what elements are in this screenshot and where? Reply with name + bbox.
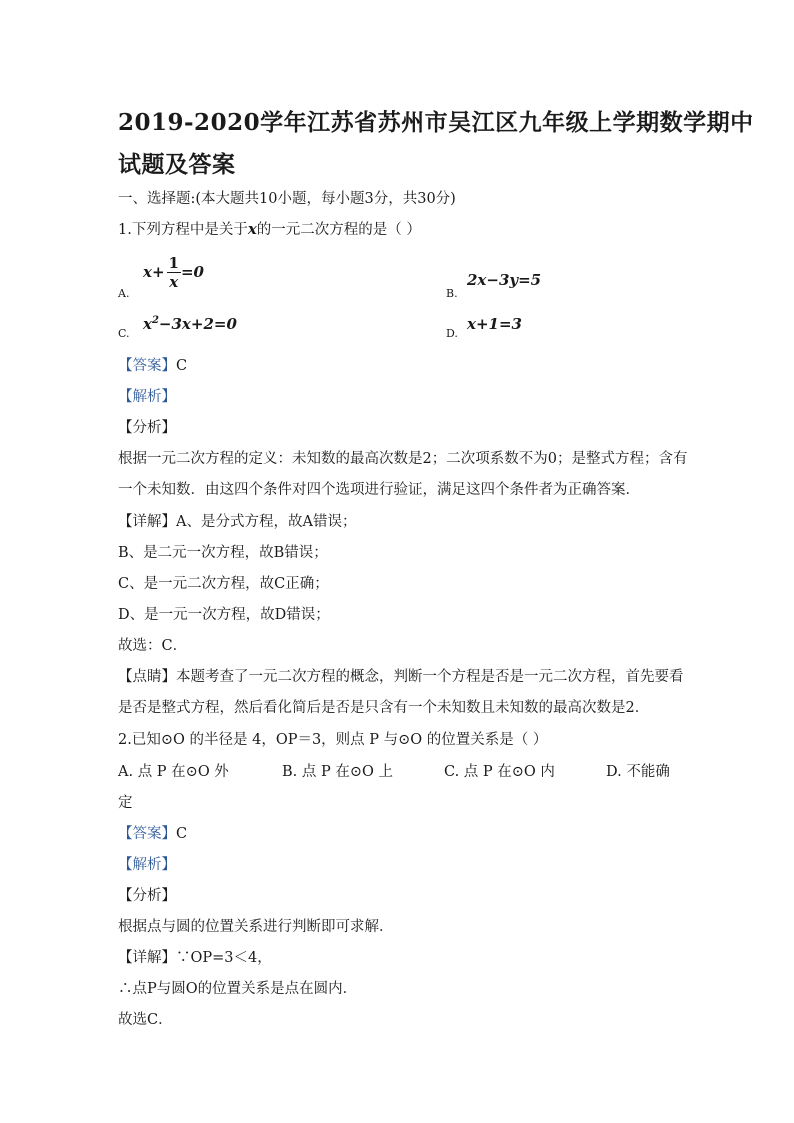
q2-option-c: C. 点 P 在⊙O 内 — [444, 764, 555, 780]
q1-detail-line3: C、是一元二次方程，故C正确； — [118, 576, 329, 592]
q2-option-a: A. 点 P 在⊙O 外 — [118, 764, 229, 780]
q1-dianjing-line2: 是否是整式方程，然后看化简后是否是只含有一个未知数且未知数的最高次数是2． — [118, 700, 650, 716]
q1-detail-line2: B、是二元一次方程，故B错误； — [118, 545, 328, 561]
section-heading: 一、选择题:(本大题共10小题，每小题3分，共30分) — [118, 191, 456, 207]
q2-conclusion: 故选C． — [118, 1012, 173, 1028]
q1-option-b-math: 2x−3y=5 — [467, 271, 542, 289]
q2-option-d: D. 不能确 — [606, 764, 670, 780]
q1-stem-after: 的一元二次方程的是（ ） — [256, 222, 421, 238]
q1-option-a-label: A. — [118, 287, 130, 300]
q1-conclusion: 故选：C． — [118, 638, 188, 654]
q1-answer — [118, 354, 187, 375]
q1-option-b-label: B. — [446, 287, 458, 300]
q2-fenxi-tag: 【分析】 — [118, 888, 176, 904]
q1-option-a-math: x+ $\frac{1}{x}$ =0 — [143, 254, 204, 291]
q2-answer-value: C — [176, 826, 188, 842]
q1-stem-var: x — [247, 220, 257, 238]
q1-option-d-label: D. — [446, 327, 458, 340]
q1-detail-line1: 【详解】A、是分式方程，故A错误； — [118, 514, 357, 530]
q2-stem: 2.已知⊙O 的半径是 4，OP＝3，则点 P 与⊙O 的位置关系是（ ） — [118, 732, 548, 748]
document-title-line1: 2019-2020学年江苏省苏州市吴江区九年级上学期数学期中 — [118, 109, 754, 136]
q1-answer-value: C — [176, 358, 188, 374]
q1-detail-tag: 【详解】 — [118, 514, 176, 530]
q2-detail-line1: 【详解】∵OP=3＜4， — [118, 950, 272, 966]
q1-option-a-frac-den: x — [169, 273, 179, 291]
q2-fenxi-line1: 根据点与圆的位置关系进行判断即可求解． — [118, 919, 394, 935]
q1-detail-line4: D、是一元一次方程，故D错误； — [118, 607, 330, 623]
q1-dianjing-line1: 【点睛】本题考查了一元二次方程的概念，判断一个方程是否是一元二次方程，首先要看 — [118, 669, 684, 685]
q1-option-d-math: x+1=3 — [467, 315, 522, 333]
document-title-line2: 试题及答案 — [118, 151, 236, 178]
q1-stem — [118, 218, 421, 239]
q2-detail-tag: 【详解】 — [118, 950, 176, 966]
q1-fenxi-line1: 根据一元二次方程的定义：未知数的最高次数是2；二次项系数不为0；是整式方程；含有 — [118, 451, 688, 467]
q2-answer-tag: 【答案】 — [118, 826, 176, 842]
q2-option-d-cont: 定 — [118, 795, 133, 811]
q1-option-c-math: $x^2-3x+2=0$ — [143, 315, 237, 333]
q1-fenxi-tag: 【分析】 — [118, 420, 176, 436]
q1-fenxi-line2: 一个未知数．由这四个条件对四个选项进行验证，满足这四个条件者为正确答案． — [118, 482, 640, 498]
q2-analysis-tag: 【解析】 — [118, 857, 176, 873]
q2-option-b: B. 点 P 在⊙O 上 — [282, 764, 393, 780]
q1-option-a-frac-num: 1 — [168, 254, 179, 272]
q2-answer — [118, 822, 187, 843]
q1-answer-tag: 【答案】 — [118, 358, 176, 374]
q1-analysis-tag: 【解析】 — [118, 389, 176, 405]
q1-stem-before: 1.下列方程中是关于 — [118, 222, 248, 238]
q1-dianjing-tag: 【点睛】 — [118, 669, 176, 685]
q2-detail-line2: ∴点P与圆O的位置关系是点在圆内． — [118, 981, 358, 997]
q1-option-c-label: C. — [118, 327, 130, 340]
